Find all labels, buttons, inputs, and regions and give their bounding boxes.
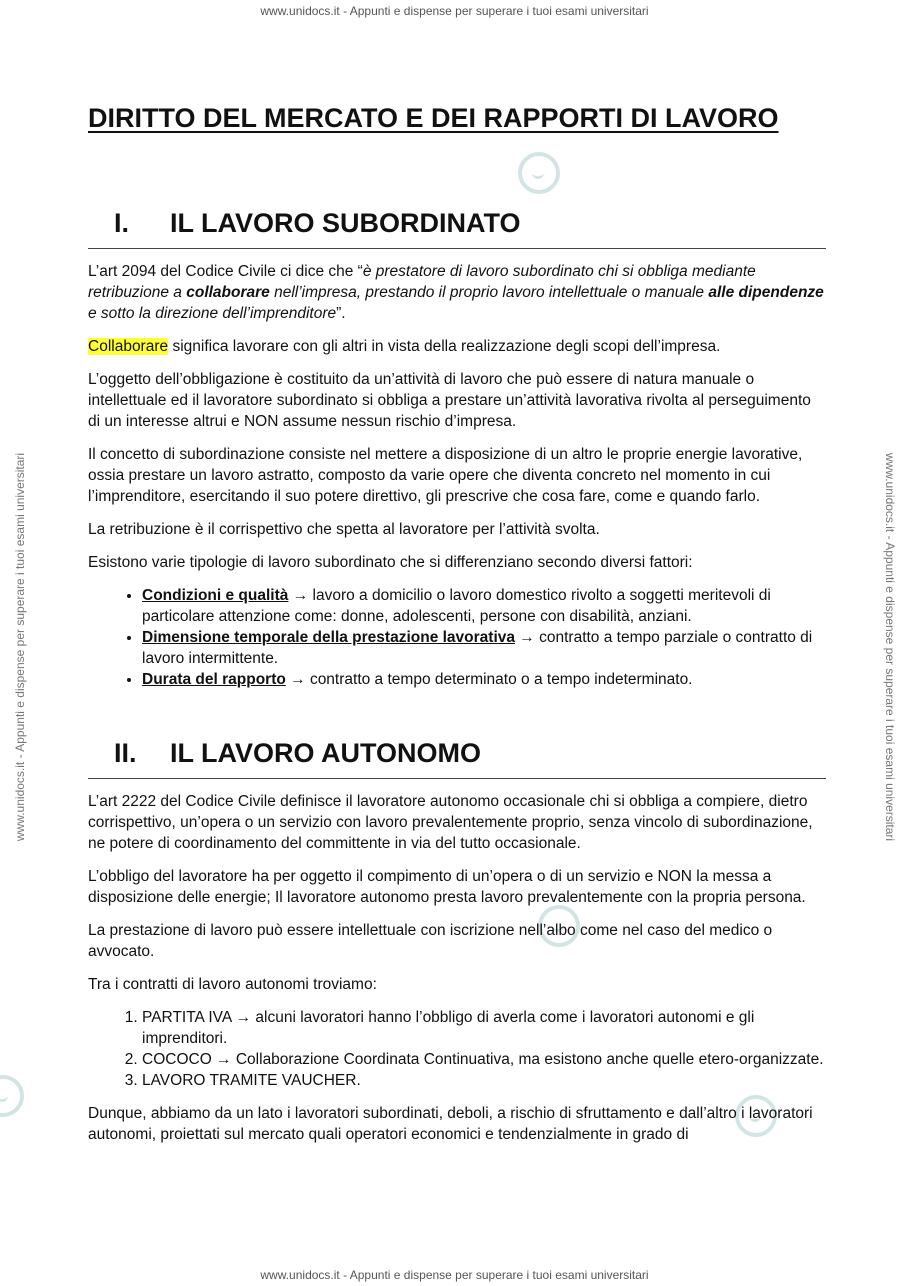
bullet-list xyxy=(88,585,826,690)
unidocs-logo-icon xyxy=(0,1075,24,1117)
watermark-footer: www.unidocs.it - Appunti e dispense per superare i tuoi esami universitari xyxy=(260,1268,649,1282)
text-run: L’art 2094 del Codice Civile ci dice che “ xyxy=(88,263,363,280)
list-text: → contratto a tempo determinato o a tempo indeterminato. xyxy=(285,671,693,688)
list-text: → contratto a tempo parziale o contratto di lavoro intermittente. xyxy=(142,629,813,667)
list-item: 3. LAVORO TRAMITE VAUCHER. xyxy=(142,1070,826,1091)
paragraph: Esistono varie tipologie di lavoro subordinato che si differenziano secondo diversi fattori: xyxy=(88,554,693,571)
highlighted-term: Collaborare xyxy=(88,338,169,355)
text-run: alle dipendenze xyxy=(708,284,824,301)
section-heading xyxy=(88,738,826,779)
list-term: Condizioni e qualità xyxy=(142,587,289,604)
text-run: è prestatore di lavoro subordinato chi si obbliga mediante retribuzione a xyxy=(88,263,756,301)
paragraph: La prestazione di lavoro può essere intellettuale con iscrizione nell’albo come nel caso del medico o avvocato. xyxy=(88,922,773,960)
list-item: 2. COCOCO → Collaborazione Coordinata Continuativa, ma esistono anche quelle etero-organizzate. xyxy=(142,1049,826,1070)
list-term: Durata del rapporto xyxy=(142,671,286,688)
text-run: significa lavorare con gli altri in vista della realizzazione degli scopi dell’impresa. xyxy=(168,338,721,355)
section-lavoro-autonomo xyxy=(88,738,826,1157)
paragraph: La retribuzione è il corrispettivo che spetta al lavoratore per l’attività svolta. xyxy=(88,521,600,538)
watermark-right: www.unidocs.it - Appunti e dispense per superare i tuoi esami universitari xyxy=(883,452,897,842)
list-item: 1. PARTITA IVA → alcuni lavoratori hanno l’obbligo di averla come i lavoratori autonomi e gli imprenditori. xyxy=(142,1007,826,1049)
unidocs-logo-icon xyxy=(518,152,560,194)
watermark-header: www.unidocs.it - Appunti e dispense per superare i tuoi esami universitari xyxy=(260,4,649,18)
section-title: IL LAVORO AUTONOMO xyxy=(170,738,482,768)
text-run: ”. xyxy=(336,305,346,322)
paragraph: L’obbligo del lavoratore ha per oggetto il compimento di un’opera o di un servizio e NON la messa a disposizione delle energie; Il lavoratore autonomo presta lavoro prevalentemente con la propria persona. xyxy=(88,868,806,906)
section-lavoro-subordinato xyxy=(88,208,826,702)
list-term: Dimensione temporale della prestazione lavorativa xyxy=(142,629,515,646)
section-title: IL LAVORO SUBORDINATO xyxy=(170,208,521,238)
list-item xyxy=(142,669,826,690)
paragraph: Tra i contratti di lavoro autonomi troviamo: xyxy=(88,976,377,993)
paragraph: L’art 2222 del Codice Civile definisce il lavoratore autonomo occasionale chi si obbliga a compiere, dietro corrispettivo, un’opera o un servizio con lavoro prevalentemente proprio, senza vincolo di subordinazione, ne potere di coordinamento del committente in via del tutto occasionale. xyxy=(88,793,813,852)
text-run: collaborare xyxy=(186,284,270,301)
list-item xyxy=(142,585,826,627)
paragraph: Il concetto di subordinazione consiste nel mettere a disposizione di un altro le proprie energie lavorative, ossia prestare un lavoro astratto, composto da varie opere che diventa concreto nel momento in cui l’imprenditore, esercitando il suo potere direttivo, gli prescrive che cosa fare, come e quando farlo. xyxy=(88,446,803,505)
text-run: e sotto la direzione dell’imprenditore xyxy=(88,305,337,322)
list-text: → lavoro a domicilio o lavoro domestico rivolto a soggetti meritevoli di particolare attenzione come: donne, adolescenti, persone con disabilità, anziani. xyxy=(142,587,771,625)
paragraph xyxy=(88,336,826,357)
watermark-left: www.unidocs.it - Appunti e dispense per superare i tuoi esami universitari xyxy=(13,452,27,842)
list-item xyxy=(142,627,826,669)
section-heading xyxy=(88,208,826,249)
paragraph: L’oggetto dell’obbligazione è costituito da un’attività di lavoro che può essere di natura manuale o intellettuale ed il lavoratore subordinato si obbliga a prestare un’attività lavorativa rivolta al perseguimento di un interesse altrui e NON assume nessun rischio d’impresa. xyxy=(88,371,811,430)
section-number: II. xyxy=(114,738,137,768)
section-number: I. xyxy=(114,208,130,238)
text-run: nell’impresa, prestando il proprio lavoro intellettuale o manuale xyxy=(269,284,709,301)
document-title: DIRITTO DEL MERCATO E DEI RAPPORTI DI LAVORO xyxy=(88,103,779,133)
paragraph: Dunque, abbiamo da un lato i lavoratori subordinati, deboli, a rischio di sfruttamento e dall’altro i lavoratori autonomi, proiettati sul mercato quali operatori economici e tendenzialmente in grado di xyxy=(88,1105,813,1143)
numbered-list xyxy=(88,1007,826,1091)
paragraph xyxy=(88,261,826,324)
